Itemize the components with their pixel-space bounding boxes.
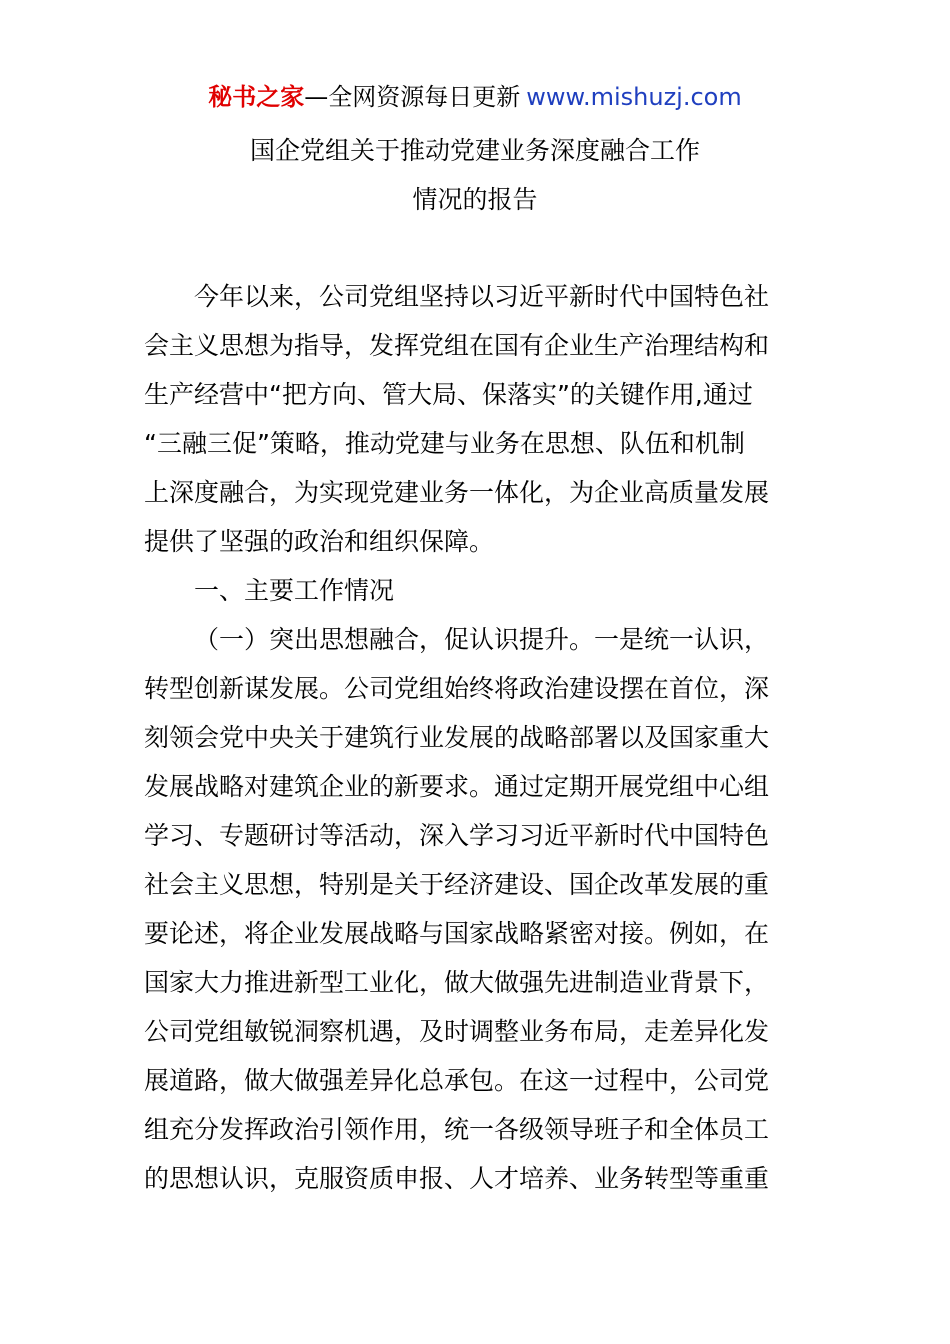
paragraph-line: 今年以来，公司党组坚持以习近平新时代中国特色社 (194, 282, 770, 311)
paragraph-line: 社会主义思想，特别是关于经济建设、国企改革发展的重 (144, 870, 770, 899)
paragraph-line: 转型创新谋发展。公司党组始终将政治建设摆在首位，深 (144, 674, 770, 703)
paragraph-line: 发展战略对建筑企业的新要求。通过定期开展党组中心组 (144, 772, 770, 801)
paragraph-line: （一）突出思想融合，促认识提升。一是统一认识， (194, 625, 770, 654)
title-line-2: 情况的报告 (412, 185, 538, 214)
paragraph-line: 生产经营中“把方向、管大局、保落实”的关键作用,通过 (144, 380, 753, 409)
site-header (0, 80, 950, 114)
site-url-link[interactable]: www.mishuzj.com (526, 83, 742, 111)
paragraph-line: 刻领会党中央关于建筑行业发展的战略部署以及国家重大 (144, 723, 770, 752)
paragraph-line: 公司党组敏锐洞察机遇，及时调整业务布局，走差异化发 (144, 1017, 770, 1046)
section-heading: 一、主要工作情况 (194, 576, 395, 605)
paragraph-line: 会主义思想为指导，发挥党组在国有企业生产治理结构和 (144, 331, 770, 360)
paragraph-line: 要论述，将企业发展战略与国家战略紧密对接。例如，在 (144, 919, 770, 948)
paragraph-line: 上深度融合，为实现党建业务一体化，为企业高质量发展 (144, 478, 770, 507)
paragraph-line: 组充分发挥政治引领作用，统一各级领导班子和全体员工 (144, 1115, 770, 1144)
paragraph-line: “三融三促”策略，推动党建与业务在思想、队伍和机制 (144, 429, 745, 458)
header-tagline: —全网资源每日更新 (304, 83, 521, 111)
document-title (0, 126, 950, 224)
document-body (144, 272, 807, 1203)
paragraph-line: 的思想认识，克服资质申报、人才培养、业务转型等重重 (144, 1164, 770, 1193)
paragraph-line: 提供了坚强的政治和组织保障。 (144, 527, 495, 556)
paragraph-line: 学习、专题研讨等活动，深入学习习近平新时代中国特色 (144, 821, 770, 850)
title-line-1: 国企党组关于推动党建业务深度融合工作 (249, 136, 700, 165)
brand-name: 秘书之家 (208, 83, 305, 111)
paragraph-line: 国家大力推进新型工业化，做大做强先进制造业背景下， (144, 968, 770, 997)
paragraph-line: 展道路，做大做强差异化总承包。在这一过程中，公司党 (144, 1066, 770, 1095)
